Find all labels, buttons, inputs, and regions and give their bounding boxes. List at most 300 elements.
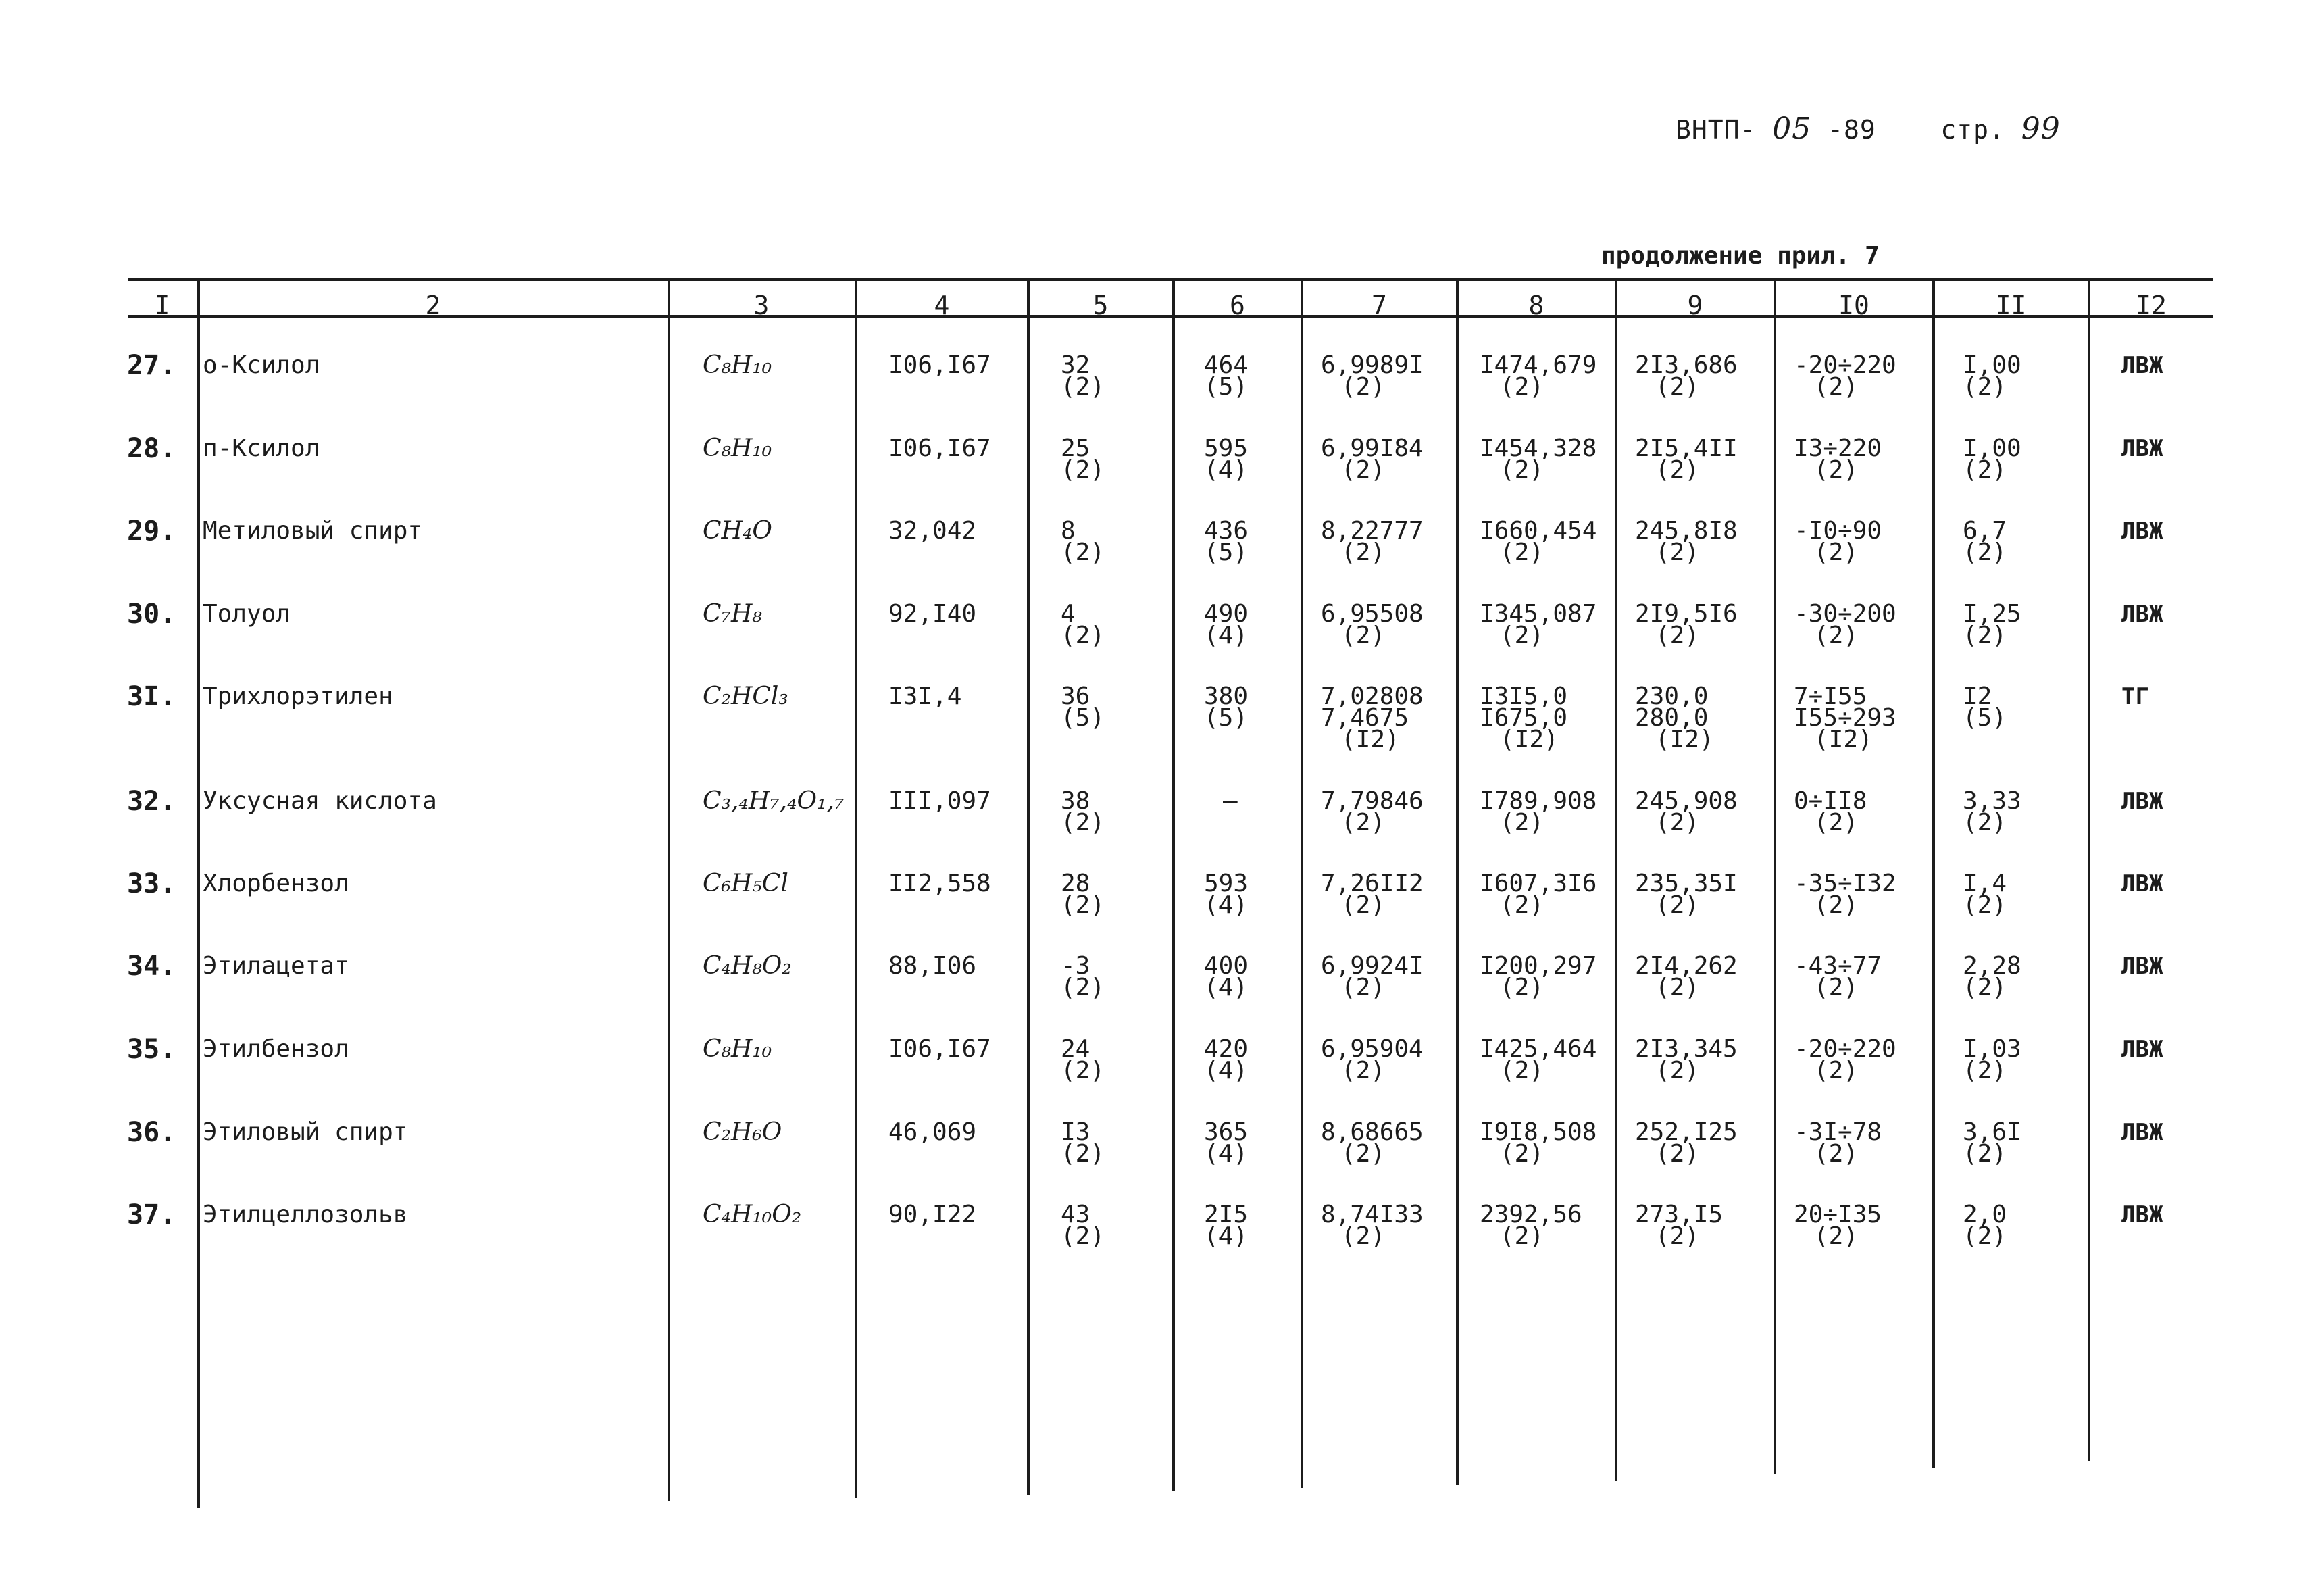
col7-value xyxy=(1321,682,1424,753)
col8-main: I425,464 xyxy=(1480,1035,1597,1063)
continuation-label: продолжение прил. 7 xyxy=(1601,242,1880,270)
col5-main: 28 xyxy=(1061,870,1090,897)
chemical-formula: C₃,₄H₇,₄O₁,₇ xyxy=(703,787,845,815)
col9-value xyxy=(1635,870,1738,919)
col11-value xyxy=(1963,351,2021,401)
molar-mass: I3I,4 xyxy=(888,682,962,710)
col11-value xyxy=(1963,682,2007,732)
col5-ref: (2) xyxy=(1061,1222,1105,1250)
col11-value xyxy=(1963,787,2021,837)
col8-main: I474,679 xyxy=(1480,351,1597,379)
col7-ref: (I2) xyxy=(1341,726,1400,753)
col10-value xyxy=(1794,600,1896,649)
col7-value xyxy=(1321,434,1424,484)
col8-main: I9I8,508 xyxy=(1480,1118,1597,1146)
col10-ref: (2) xyxy=(1814,622,1859,649)
col7-main: 8,74I33 xyxy=(1321,1201,1424,1228)
col11-ref: (2) xyxy=(1963,809,2007,837)
substance-name: Этилацетат xyxy=(203,952,349,980)
row-number: 28. xyxy=(127,433,176,464)
col6-main: 595 xyxy=(1204,434,1249,462)
col8-value xyxy=(1480,682,1568,753)
substance-name: о-Ксилол xyxy=(203,351,320,379)
col6-main: 464 xyxy=(1204,351,1249,379)
col7-main: 7,02808 xyxy=(1321,682,1424,710)
chemical-formula: C₈H₁₀ xyxy=(703,351,772,379)
molar-mass: 32,042 xyxy=(888,517,977,545)
row-number: 37. xyxy=(127,1199,176,1230)
col7-ref: (2) xyxy=(1341,539,1386,566)
doc-number-handwritten: 05 xyxy=(1772,111,1812,146)
col8-value xyxy=(1480,787,1597,837)
column-number-7: 7 xyxy=(1372,291,1387,320)
substance-name: Уксусная кислота xyxy=(203,787,437,815)
col6-value xyxy=(1204,517,1249,566)
col6-value xyxy=(1204,787,1238,815)
col7-main: 6,95508 xyxy=(1321,600,1424,628)
col7-ref: (2) xyxy=(1341,456,1386,484)
col8-ref: (2) xyxy=(1500,1222,1544,1250)
col5-value xyxy=(1061,517,1105,566)
col8-ref: (2) xyxy=(1500,1057,1544,1084)
col10-main: -30÷200 xyxy=(1794,600,1896,628)
col11-value xyxy=(1963,952,2021,1001)
col8-value xyxy=(1480,600,1597,649)
col9-ref: (2) xyxy=(1655,1057,1700,1084)
col6-value xyxy=(1204,682,1249,732)
col11-ref: (2) xyxy=(1963,373,2007,401)
col11-ref: (2) xyxy=(1963,891,2007,919)
col5-value xyxy=(1061,1118,1105,1168)
column-number-11: II xyxy=(1995,291,2027,320)
col10-ref: (2) xyxy=(1814,539,1859,566)
col7-value xyxy=(1321,351,1424,401)
col5-ref: (2) xyxy=(1061,891,1105,919)
col10-value xyxy=(1794,870,1896,919)
molar-mass: I06,I67 xyxy=(888,1035,991,1063)
col5-ref: (2) xyxy=(1061,622,1105,649)
table-row xyxy=(0,1117,2314,1203)
col10-ref: (2) xyxy=(1814,974,1859,1001)
col9-ref: (I2) xyxy=(1655,726,1714,753)
molar-mass: II2,558 xyxy=(888,870,991,897)
col7-ref: (2) xyxy=(1341,891,1386,919)
col10-main: 20÷I35 xyxy=(1794,1201,1882,1228)
col8-value xyxy=(1480,952,1597,1001)
col7-main: 6,95904 xyxy=(1321,1035,1424,1063)
col10-ref: (2) xyxy=(1814,373,1859,401)
col9-ref: (2) xyxy=(1655,622,1700,649)
col11-ref: (2) xyxy=(1963,1140,2007,1168)
col9-ref: (2) xyxy=(1655,539,1700,566)
col11-main: I,03 xyxy=(1963,1035,2021,1063)
col9-second: 280,0 xyxy=(1635,704,1709,732)
col9-main: 252,I25 xyxy=(1635,1118,1738,1146)
substance-name: Этиловый спирт xyxy=(203,1118,408,1146)
col7-ref: (2) xyxy=(1341,1140,1386,1168)
substance-name: Метиловый спирт xyxy=(203,517,423,545)
chemical-formula: C₈H₁₀ xyxy=(703,434,772,462)
col11-ref: (2) xyxy=(1963,1222,2007,1250)
col5-ref: (2) xyxy=(1061,1057,1105,1084)
col11-main: I,00 xyxy=(1963,434,2021,462)
col9-value xyxy=(1635,1118,1738,1168)
hazard-class: ЛВЖ xyxy=(2121,1201,2163,1228)
col6-main: 420 xyxy=(1204,1035,1249,1063)
col11-value xyxy=(1963,434,2021,484)
col8-value xyxy=(1480,870,1597,919)
col9-main: 245,908 xyxy=(1635,787,1738,815)
col11-main: I,4 xyxy=(1963,870,2007,897)
col5-ref: (2) xyxy=(1061,809,1105,837)
col6-ref: (5) xyxy=(1204,704,1249,732)
col10-ref: (2) xyxy=(1814,809,1859,837)
col9-main: 235,35I xyxy=(1635,870,1738,897)
col5-ref: (2) xyxy=(1061,974,1105,1001)
col6-main: 593 xyxy=(1204,870,1249,897)
col9-ref: (2) xyxy=(1655,456,1700,484)
col7-value xyxy=(1321,870,1424,919)
col6-ref: (4) xyxy=(1204,891,1249,919)
col9-ref: (2) xyxy=(1655,1222,1700,1250)
col7-main: 6,9924I xyxy=(1321,952,1424,980)
doc-code: ВНТП- xyxy=(1676,115,1757,145)
col5-ref: (5) xyxy=(1061,704,1105,732)
table-row xyxy=(0,1199,2314,1285)
col6-value xyxy=(1204,952,1249,1001)
col11-value xyxy=(1963,517,2007,566)
hazard-class: ЛВЖ xyxy=(2121,1036,2163,1063)
col9-value xyxy=(1635,600,1738,649)
col8-main: I454,328 xyxy=(1480,434,1597,462)
col10-main: 7÷I55 xyxy=(1794,682,1867,710)
col11-ref: (2) xyxy=(1963,974,2007,1001)
col10-main: -3I÷78 xyxy=(1794,1118,1882,1146)
table-row xyxy=(0,516,2314,601)
col11-value xyxy=(1963,1035,2021,1084)
col7-ref: (2) xyxy=(1341,1057,1386,1084)
row-number: 30. xyxy=(127,599,176,630)
col10-main: 0÷II8 xyxy=(1794,787,1867,815)
col10-ref: (2) xyxy=(1814,456,1859,484)
col9-value xyxy=(1635,952,1738,1001)
col7-value xyxy=(1321,517,1424,566)
col7-main: 7,79846 xyxy=(1321,787,1424,815)
column-number-10: I0 xyxy=(1838,291,1869,320)
col9-main: 230,0 xyxy=(1635,682,1709,710)
col7-main: 6,9989I xyxy=(1321,351,1424,379)
molar-mass: 88,I06 xyxy=(888,952,977,980)
page-label: стр. xyxy=(1940,115,2005,145)
hazard-class: ЛВЖ xyxy=(2121,352,2163,379)
col6-ref: (4) xyxy=(1204,1222,1249,1250)
substance-name: Трихлорэтилен xyxy=(203,682,393,710)
molar-mass: 90,I22 xyxy=(888,1201,977,1228)
col8-ref: (2) xyxy=(1500,891,1544,919)
col5-ref: (2) xyxy=(1061,539,1105,566)
row-number: 3I. xyxy=(127,681,176,712)
col5-main: 4 xyxy=(1061,600,1076,628)
col7-main: 6,99I84 xyxy=(1321,434,1424,462)
col10-main: I3÷220 xyxy=(1794,434,1882,462)
col9-main: 273,I5 xyxy=(1635,1201,1724,1228)
col8-ref: (2) xyxy=(1500,1140,1544,1168)
col6-value xyxy=(1204,1035,1249,1084)
substance-name: Хлорбензол xyxy=(203,870,349,897)
col11-value xyxy=(1963,870,2007,919)
col7-value xyxy=(1321,1118,1424,1168)
hazard-class: ТГ xyxy=(2121,683,2149,710)
col7-second: 7,4675 xyxy=(1321,704,1409,732)
col9-main: 2I3,345 xyxy=(1635,1035,1738,1063)
chemical-formula: C₇H₈ xyxy=(703,600,762,628)
col11-main: I2 xyxy=(1963,682,1992,710)
col5-value xyxy=(1061,870,1105,919)
doc-year: -89 xyxy=(1828,115,1876,145)
col10-value xyxy=(1794,787,1867,837)
col10-main: -I0÷90 xyxy=(1794,517,1882,545)
col7-main: 8,68665 xyxy=(1321,1118,1424,1146)
table-row xyxy=(0,951,2314,1037)
col9-value xyxy=(1635,682,1714,753)
col8-value xyxy=(1480,1201,1582,1250)
col9-ref: (2) xyxy=(1655,1140,1700,1168)
row-number: 35. xyxy=(127,1034,176,1065)
col5-ref: (2) xyxy=(1061,1140,1105,1168)
col6-ref: (5) xyxy=(1204,373,1249,401)
col11-main: 3,33 xyxy=(1963,787,2021,815)
col6-ref: (4) xyxy=(1204,974,1249,1001)
col9-ref: (2) xyxy=(1655,891,1700,919)
col7-ref: (2) xyxy=(1341,974,1386,1001)
table-row xyxy=(0,599,2314,684)
col6-ref: (4) xyxy=(1204,456,1249,484)
col6-main: 436 xyxy=(1204,517,1249,545)
col5-ref: (2) xyxy=(1061,373,1105,401)
col5-value xyxy=(1061,600,1105,649)
col10-ref: (I2) xyxy=(1814,726,1873,753)
col11-main: 3,6I xyxy=(1963,1118,2021,1146)
col5-value xyxy=(1061,787,1105,837)
col7-ref: (2) xyxy=(1341,809,1386,837)
col11-ref: (2) xyxy=(1963,622,2007,649)
row-number: 27. xyxy=(127,350,176,381)
col5-main: 36 xyxy=(1061,682,1090,710)
col9-value xyxy=(1635,1201,1724,1250)
col6-main: 2I5 xyxy=(1204,1201,1249,1228)
column-number-8: 8 xyxy=(1528,291,1544,320)
col10-value xyxy=(1794,1118,1882,1168)
col5-main: I3 xyxy=(1061,1118,1090,1146)
column-number-6: 6 xyxy=(1230,291,1245,320)
col10-value xyxy=(1794,517,1882,566)
col10-main: -20÷220 xyxy=(1794,1035,1896,1063)
row-number: 34. xyxy=(127,951,176,982)
col9-main: 2I4,262 xyxy=(1635,952,1738,980)
molar-mass: III,097 xyxy=(888,787,991,815)
column-number-9: 9 xyxy=(1687,291,1703,320)
col7-main: 8,22777 xyxy=(1321,517,1424,545)
col7-value xyxy=(1321,952,1424,1001)
col9-main: 2I9,5I6 xyxy=(1635,600,1738,628)
col8-main: I789,908 xyxy=(1480,787,1597,815)
col8-value xyxy=(1480,351,1597,401)
col9-ref: (2) xyxy=(1655,974,1700,1001)
col8-value xyxy=(1480,434,1597,484)
chemical-formula: C₂H₆O xyxy=(703,1118,782,1146)
col11-value xyxy=(1963,1201,2007,1250)
col5-main: 32 xyxy=(1061,351,1090,379)
col11-value xyxy=(1963,1118,2021,1168)
col8-ref: (2) xyxy=(1500,456,1544,484)
chemical-formula: C₆H₅Cl xyxy=(703,870,788,897)
col8-main: I200,297 xyxy=(1480,952,1597,980)
col6-main: 400 xyxy=(1204,952,1249,980)
col11-main: 2,0 xyxy=(1963,1201,2007,1228)
table-row xyxy=(0,786,2314,872)
col6-value xyxy=(1204,351,1249,401)
col5-value xyxy=(1061,1201,1105,1250)
col10-ref: (2) xyxy=(1814,891,1859,919)
col7-ref: (2) xyxy=(1341,622,1386,649)
col8-ref: (2) xyxy=(1500,809,1544,837)
col10-value xyxy=(1794,1201,1882,1250)
hazard-class: ЛВЖ xyxy=(2121,953,2163,980)
col5-main: 8 xyxy=(1061,517,1076,545)
row-number: 33. xyxy=(127,868,176,899)
col6-value xyxy=(1204,870,1249,919)
substance-name: п-Ксилол xyxy=(203,434,320,462)
col8-main: 2392,56 xyxy=(1480,1201,1582,1228)
col8-ref: (2) xyxy=(1500,539,1544,566)
col5-main: -3 xyxy=(1061,952,1090,980)
molar-mass: I06,I67 xyxy=(888,434,991,462)
col7-value xyxy=(1321,787,1424,837)
col11-ref: (2) xyxy=(1963,1057,2007,1084)
table-row xyxy=(0,1034,2314,1120)
col10-ref: (2) xyxy=(1814,1057,1859,1084)
col11-ref: (5) xyxy=(1963,704,2007,732)
column-number-3: 3 xyxy=(753,291,770,320)
col9-main: 2I3,686 xyxy=(1635,351,1738,379)
col9-value xyxy=(1635,787,1738,837)
col6-value xyxy=(1204,434,1249,484)
col10-value xyxy=(1794,351,1896,401)
substance-name: Этилцеллозольв xyxy=(203,1201,408,1228)
col6-main: – xyxy=(1223,787,1238,815)
col7-value xyxy=(1321,600,1424,649)
column-number-2: 2 xyxy=(425,291,441,320)
substance-name: Этилбензол xyxy=(203,1035,349,1063)
col6-ref: (4) xyxy=(1204,1057,1249,1084)
col6-ref: (4) xyxy=(1204,622,1249,649)
col10-value xyxy=(1794,952,1882,1001)
hazard-class: ЛВЖ xyxy=(2121,435,2163,462)
col10-main: -35÷I32 xyxy=(1794,870,1896,897)
col5-value xyxy=(1061,682,1105,732)
table-row xyxy=(0,868,2314,954)
chemical-formula: C₂HCl₃ xyxy=(703,682,788,710)
col10-main: -20÷220 xyxy=(1794,351,1896,379)
col6-ref: (5) xyxy=(1204,539,1249,566)
col5-value xyxy=(1061,1035,1105,1084)
chemical-formula: C₄H₁₀O₂ xyxy=(703,1201,802,1228)
col11-main: I,00 xyxy=(1963,351,2021,379)
table-row xyxy=(0,433,2314,519)
row-number: 36. xyxy=(127,1117,176,1148)
column-number-1: I xyxy=(154,291,170,320)
col8-value xyxy=(1480,1118,1597,1168)
col6-value xyxy=(1204,600,1249,649)
col11-main: 2,28 xyxy=(1963,952,2021,980)
column-number-12: I2 xyxy=(2136,291,2167,320)
col9-main: 2I5,4II xyxy=(1635,434,1738,462)
col6-value xyxy=(1204,1201,1249,1250)
col10-value xyxy=(1794,434,1882,484)
col5-main: 25 xyxy=(1061,434,1090,462)
col9-value xyxy=(1635,517,1738,566)
col10-ref: (2) xyxy=(1814,1140,1859,1168)
row-number: 29. xyxy=(127,516,176,547)
col5-value xyxy=(1061,351,1105,401)
col8-ref: (I2) xyxy=(1500,726,1559,753)
col5-value xyxy=(1061,952,1105,1001)
col10-second: I55÷293 xyxy=(1794,704,1896,732)
col5-ref: (2) xyxy=(1061,456,1105,484)
col9-value xyxy=(1635,1035,1738,1084)
col10-main: -43÷77 xyxy=(1794,952,1882,980)
column-number-4: 4 xyxy=(934,291,950,320)
col6-ref: (4) xyxy=(1204,1140,1249,1168)
substance-name: Толуол xyxy=(203,600,291,628)
col5-value xyxy=(1061,434,1105,484)
col6-main: 380 xyxy=(1204,682,1249,710)
col7-value xyxy=(1321,1035,1424,1084)
col10-value xyxy=(1794,682,1896,753)
hazard-class: ЛВЖ xyxy=(2121,870,2163,897)
molar-mass: 92,I40 xyxy=(888,600,977,628)
col9-main: 245,8I8 xyxy=(1635,517,1738,545)
col5-main: 24 xyxy=(1061,1035,1090,1063)
col9-value xyxy=(1635,351,1738,401)
col9-ref: (2) xyxy=(1655,809,1700,837)
row-number: 32. xyxy=(127,786,176,817)
hazard-class: ЛВЖ xyxy=(2121,788,2163,815)
col8-second: I675,0 xyxy=(1480,704,1568,732)
col11-main: I,25 xyxy=(1963,600,2021,628)
page-number: 99 xyxy=(2021,111,2061,146)
hazard-class: ЛВЖ xyxy=(2121,601,2163,628)
col8-main: I345,087 xyxy=(1480,600,1597,628)
col7-ref: (2) xyxy=(1341,1222,1386,1250)
col8-value xyxy=(1480,1035,1597,1084)
col11-main: 6,7 xyxy=(1963,517,2007,545)
molar-mass: I06,I67 xyxy=(888,351,991,379)
col8-ref: (2) xyxy=(1500,974,1544,1001)
molar-mass: 46,069 xyxy=(888,1118,977,1146)
col8-main: I607,3I6 xyxy=(1480,870,1597,897)
col6-main: 365 xyxy=(1204,1118,1249,1146)
col11-value xyxy=(1963,600,2021,649)
col5-main: 43 xyxy=(1061,1201,1090,1228)
col5-main: 38 xyxy=(1061,787,1090,815)
col6-main: 490 xyxy=(1204,600,1249,628)
col6-value xyxy=(1204,1118,1249,1168)
chemical-formula: CH₄O xyxy=(703,517,772,545)
col8-ref: (2) xyxy=(1500,622,1544,649)
hazard-class: ЛВЖ xyxy=(2121,1119,2163,1146)
table-row xyxy=(0,681,2314,787)
